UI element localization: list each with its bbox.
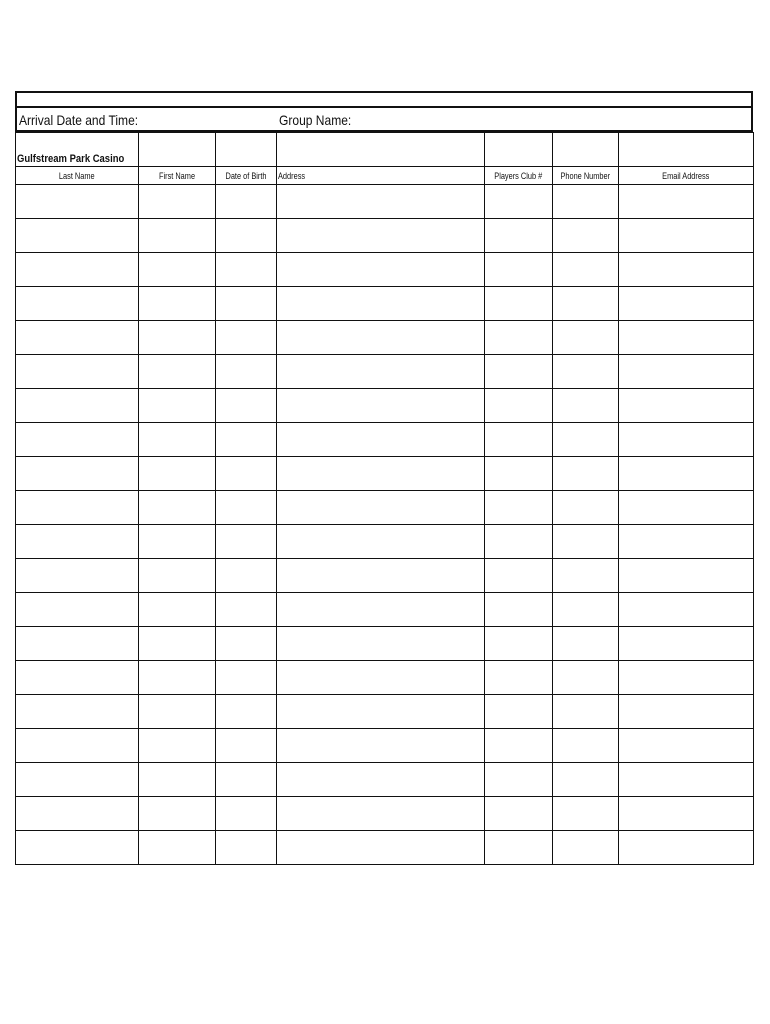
cell-date-of-birth[interactable] xyxy=(216,491,277,525)
guest-table xyxy=(15,132,754,865)
table-row xyxy=(16,423,754,457)
cell-date-of-birth[interactable] xyxy=(216,423,277,457)
cell-email-address[interactable] xyxy=(619,423,754,457)
cell-last-name[interactable] xyxy=(16,559,139,593)
cell-address[interactable] xyxy=(277,627,485,661)
blank-cell xyxy=(216,133,277,167)
cell-last-name[interactable] xyxy=(16,797,139,831)
table-row xyxy=(16,797,754,831)
cell-phone-number[interactable] xyxy=(553,185,619,219)
cell-address[interactable] xyxy=(277,831,485,865)
table-row xyxy=(16,253,754,287)
group-name-label: Group Name: xyxy=(279,112,352,128)
cell-players-club[interactable] xyxy=(485,423,553,457)
cell-date-of-birth[interactable] xyxy=(216,559,277,593)
cell-players-club[interactable] xyxy=(485,491,553,525)
cell-address[interactable] xyxy=(277,525,485,559)
cell-date-of-birth[interactable] xyxy=(216,627,277,661)
cell-players-club[interactable] xyxy=(485,457,553,491)
header-date-of-birth: Date of Birth xyxy=(216,167,277,185)
form-top-bar xyxy=(15,91,753,106)
cell-date-of-birth[interactable] xyxy=(216,219,277,253)
cell-players-club[interactable] xyxy=(485,627,553,661)
cell-address[interactable] xyxy=(277,253,485,287)
cell-address[interactable] xyxy=(277,763,485,797)
cell-players-club[interactable] xyxy=(485,219,553,253)
cell-date-of-birth[interactable] xyxy=(216,831,277,865)
table-row xyxy=(16,763,754,797)
cell-email-address[interactable] xyxy=(619,695,754,729)
cell-address[interactable] xyxy=(277,729,485,763)
cell-first-name[interactable] xyxy=(139,185,216,219)
cell-players-club[interactable] xyxy=(485,695,553,729)
blank-cell xyxy=(619,133,754,167)
table-row xyxy=(16,321,754,355)
cell-phone-number[interactable] xyxy=(553,797,619,831)
cell-phone-number[interactable] xyxy=(553,253,619,287)
column-header-row xyxy=(16,167,754,185)
cell-first-name[interactable] xyxy=(139,253,216,287)
cell-email-address[interactable] xyxy=(619,389,754,423)
cell-phone-number[interactable] xyxy=(553,423,619,457)
cell-email-address[interactable] xyxy=(619,185,754,219)
cell-address[interactable] xyxy=(277,457,485,491)
cell-last-name[interactable] xyxy=(16,185,139,219)
cell-email-address[interactable] xyxy=(619,661,754,695)
cell-players-club[interactable] xyxy=(485,763,553,797)
cell-phone-number[interactable] xyxy=(553,457,619,491)
cell-date-of-birth[interactable] xyxy=(216,287,277,321)
blank-cell xyxy=(553,133,619,167)
cell-first-name[interactable] xyxy=(139,491,216,525)
cell-first-name[interactable] xyxy=(139,287,216,321)
table-row xyxy=(16,729,754,763)
header-address: Address xyxy=(277,167,485,185)
cell-date-of-birth[interactable] xyxy=(216,457,277,491)
header-first-name: First Name xyxy=(139,167,216,185)
cell-players-club[interactable] xyxy=(485,661,553,695)
cell-phone-number[interactable] xyxy=(553,355,619,389)
cell-last-name[interactable] xyxy=(16,831,139,865)
cell-email-address[interactable] xyxy=(619,729,754,763)
cell-first-name[interactable] xyxy=(139,559,216,593)
cell-phone-number[interactable] xyxy=(553,593,619,627)
cell-email-address[interactable] xyxy=(619,627,754,661)
cell-email-address[interactable] xyxy=(619,559,754,593)
cell-address[interactable] xyxy=(277,491,485,525)
cell-date-of-birth[interactable] xyxy=(216,185,277,219)
cell-email-address[interactable] xyxy=(619,831,754,865)
cell-first-name[interactable] xyxy=(139,763,216,797)
casino-name-cell xyxy=(16,133,139,167)
cell-first-name[interactable] xyxy=(139,627,216,661)
casino-name: Gulfstream Park Casino xyxy=(17,153,125,165)
cell-players-club[interactable] xyxy=(485,389,553,423)
cell-first-name[interactable] xyxy=(139,525,216,559)
cell-phone-number[interactable] xyxy=(553,695,619,729)
cell-first-name[interactable] xyxy=(139,321,216,355)
table-row xyxy=(16,457,754,491)
cell-email-address[interactable] xyxy=(619,219,754,253)
blank-cell xyxy=(139,133,216,167)
cell-phone-number[interactable] xyxy=(553,525,619,559)
cell-last-name[interactable] xyxy=(16,389,139,423)
table-row xyxy=(16,219,754,253)
cell-last-name[interactable] xyxy=(16,763,139,797)
cell-email-address[interactable] xyxy=(619,355,754,389)
table-row xyxy=(16,695,754,729)
cell-date-of-birth[interactable] xyxy=(216,695,277,729)
cell-address[interactable] xyxy=(277,389,485,423)
cell-email-address[interactable] xyxy=(619,287,754,321)
cell-phone-number[interactable] xyxy=(553,321,619,355)
cell-last-name[interactable] xyxy=(16,491,139,525)
cell-players-club[interactable] xyxy=(485,525,553,559)
cell-first-name[interactable] xyxy=(139,797,216,831)
cell-first-name[interactable] xyxy=(139,355,216,389)
table-row xyxy=(16,355,754,389)
cell-players-club[interactable] xyxy=(485,593,553,627)
cell-email-address[interactable] xyxy=(619,593,754,627)
blank-cell xyxy=(485,133,553,167)
cell-phone-number[interactable] xyxy=(553,219,619,253)
cell-last-name[interactable] xyxy=(16,627,139,661)
header-players-club: Players Club # xyxy=(485,167,553,185)
cell-first-name[interactable] xyxy=(139,695,216,729)
table-row xyxy=(16,287,754,321)
cell-last-name[interactable] xyxy=(16,457,139,491)
cell-address[interactable] xyxy=(277,185,485,219)
cell-first-name[interactable] xyxy=(139,219,216,253)
guest-signup-form xyxy=(15,91,753,865)
table-row xyxy=(16,559,754,593)
cell-last-name[interactable] xyxy=(16,661,139,695)
header-phone-number: Phone Number xyxy=(553,167,619,185)
cell-last-name[interactable] xyxy=(16,253,139,287)
cell-first-name[interactable] xyxy=(139,661,216,695)
cell-players-club[interactable] xyxy=(485,185,553,219)
cell-first-name[interactable] xyxy=(139,423,216,457)
cell-date-of-birth[interactable] xyxy=(216,797,277,831)
cell-address[interactable] xyxy=(277,219,485,253)
cell-date-of-birth[interactable] xyxy=(216,593,277,627)
table-row xyxy=(16,389,754,423)
cell-address[interactable] xyxy=(277,355,485,389)
casino-name-row xyxy=(16,133,754,167)
cell-last-name[interactable] xyxy=(16,219,139,253)
cell-first-name[interactable] xyxy=(139,593,216,627)
cell-address[interactable] xyxy=(277,797,485,831)
cell-date-of-birth[interactable] xyxy=(216,763,277,797)
cell-address[interactable] xyxy=(277,695,485,729)
cell-phone-number[interactable] xyxy=(553,763,619,797)
cell-phone-number[interactable] xyxy=(553,831,619,865)
cell-players-club[interactable] xyxy=(485,287,553,321)
cell-players-club[interactable] xyxy=(485,253,553,287)
cell-phone-number[interactable] xyxy=(553,559,619,593)
table-row xyxy=(16,627,754,661)
cell-phone-number[interactable] xyxy=(553,287,619,321)
cell-date-of-birth[interactable] xyxy=(216,389,277,423)
header-email-address: Email Address xyxy=(619,167,754,185)
cell-date-of-birth[interactable] xyxy=(216,729,277,763)
table-row xyxy=(16,831,754,865)
cell-phone-number[interactable] xyxy=(553,627,619,661)
cell-address[interactable] xyxy=(277,321,485,355)
cell-last-name[interactable] xyxy=(16,593,139,627)
table-row xyxy=(16,593,754,627)
cell-players-club[interactable] xyxy=(485,729,553,763)
blank-cell xyxy=(277,133,485,167)
cell-players-club[interactable] xyxy=(485,321,553,355)
cell-phone-number[interactable] xyxy=(553,729,619,763)
cell-last-name[interactable] xyxy=(16,729,139,763)
cell-date-of-birth[interactable] xyxy=(216,253,277,287)
header-last-name: Last Name xyxy=(16,167,139,185)
cell-first-name[interactable] xyxy=(139,457,216,491)
cell-last-name[interactable] xyxy=(16,423,139,457)
table-row xyxy=(16,525,754,559)
cell-first-name[interactable] xyxy=(139,389,216,423)
cell-address[interactable] xyxy=(277,593,485,627)
cell-email-address[interactable] xyxy=(619,491,754,525)
arrival-date-time-label: Arrival Date and Time: xyxy=(19,112,139,128)
cell-first-name[interactable] xyxy=(139,729,216,763)
cell-phone-number[interactable] xyxy=(553,389,619,423)
cell-phone-number[interactable] xyxy=(553,491,619,525)
cell-first-name[interactable] xyxy=(139,831,216,865)
cell-date-of-birth[interactable] xyxy=(216,321,277,355)
cell-last-name[interactable] xyxy=(16,525,139,559)
table-row xyxy=(16,491,754,525)
cell-email-address[interactable] xyxy=(619,763,754,797)
cell-email-address[interactable] xyxy=(619,525,754,559)
cell-last-name[interactable] xyxy=(16,287,139,321)
cell-email-address[interactable] xyxy=(619,797,754,831)
cell-email-address[interactable] xyxy=(619,253,754,287)
cell-last-name[interactable] xyxy=(16,321,139,355)
cell-email-address[interactable] xyxy=(619,321,754,355)
cell-players-club[interactable] xyxy=(485,831,553,865)
arrival-group-bar xyxy=(15,106,753,132)
cell-date-of-birth[interactable] xyxy=(216,355,277,389)
cell-date-of-birth[interactable] xyxy=(216,661,277,695)
cell-phone-number[interactable] xyxy=(553,661,619,695)
cell-address[interactable] xyxy=(277,287,485,321)
cell-last-name[interactable] xyxy=(16,355,139,389)
cell-players-club[interactable] xyxy=(485,355,553,389)
cell-email-address[interactable] xyxy=(619,457,754,491)
cell-address[interactable] xyxy=(277,661,485,695)
cell-last-name[interactable] xyxy=(16,695,139,729)
table-row xyxy=(16,661,754,695)
table-row xyxy=(16,185,754,219)
cell-address[interactable] xyxy=(277,559,485,593)
cell-players-club[interactable] xyxy=(485,559,553,593)
cell-address[interactable] xyxy=(277,423,485,457)
cell-date-of-birth[interactable] xyxy=(216,525,277,559)
cell-players-club[interactable] xyxy=(485,797,553,831)
